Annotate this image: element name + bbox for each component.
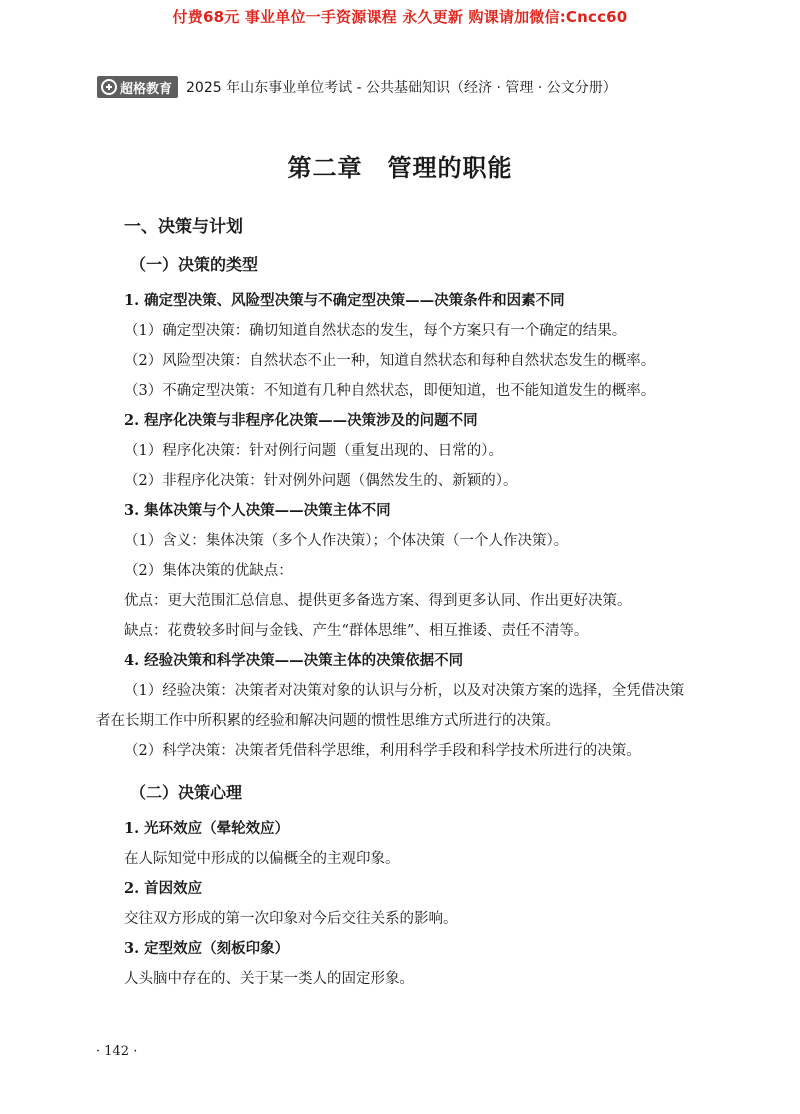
paragraph: （2）非程序化决策：针对例外问题（偶然发生的、新颖的）。 <box>124 473 518 489</box>
item-heading: 1. 确定型决策、风险型决策与不确定型决策——决策条件和因素不同 <box>124 292 565 309</box>
paragraph: （1）含义：集体决策（多个人作决策）；个体决策（一个人作决策）。 <box>124 533 569 549</box>
item-heading: 3. 定型效应（刻板印象） <box>124 940 290 957</box>
paragraph: （1）确定型决策：确切知道自然状态的发生，每个方案只有一个确定的结果。 <box>124 323 627 339</box>
logo-icon <box>101 79 117 95</box>
paragraph: （2）科学决策：决策者凭借科学思维，利用科学手段和科学技术所进行的决策。 <box>124 743 641 759</box>
item-heading: 2. 首因效应 <box>124 880 203 897</box>
subsection-heading: （一）决策的类型 <box>130 255 259 274</box>
paragraph: 交往双方形成的第一次印象对今后交往关系的影响。 <box>124 911 458 927</box>
item-heading: 4. 经验决策和科学决策——决策主体的决策依据不同 <box>124 652 464 669</box>
paragraph: （2）风险型决策：自然状态不止一种，知道自然状态和每种自然状态发生的概率。 <box>124 353 656 369</box>
item-heading: 2. 程序化决策与非程序化决策——决策涉及的问题不同 <box>124 412 478 429</box>
paragraph: （1）程序化决策：针对例行问题（重复出现的、日常的）。 <box>124 443 503 459</box>
paragraph-continuation: 者在长期工作中所积累的经验和解决问题的惯性思维方式所进行的决策。 <box>96 713 560 729</box>
paragraph: 人头脑中存在的、关于某一类人的固定形象。 <box>124 971 414 987</box>
page-content <box>96 210 694 994</box>
logo-text: 超格教育 <box>120 81 173 97</box>
chapter-title: 第二章 管理的职能 <box>287 153 513 182</box>
section-heading: 一、决策与计划 <box>124 217 243 237</box>
subsection-heading: （二）决策心理 <box>130 783 243 802</box>
paragraph: 在人际知觉中形成的以偏概全的主观印象。 <box>124 851 400 867</box>
item-heading: 1. 光环效应（晕轮效应） <box>124 820 290 837</box>
promo-banner: 付费68元 事业单位一手资源课程 永久更新 购课请加微信:Cncc60 <box>172 8 628 26</box>
paragraph: （3）不确定型决策：不知道有几种自然状态，即便知道，也不能知道发生的概率。 <box>124 383 656 399</box>
item-heading: 3. 集体决策与个人决策——决策主体不同 <box>124 502 391 519</box>
page-header <box>97 76 617 98</box>
paragraph: （2）集体决策的优缺点： <box>124 563 293 579</box>
book-title: 2025 年山东事业单位考试 - 公共基础知识（经济 · 管理 · 公文分册） <box>186 80 617 96</box>
publisher-logo <box>97 76 178 98</box>
paragraph: 优点：更大范围汇总信息、提供更多备选方案、得到更多认同、作出更好决策。 <box>124 593 632 609</box>
paragraph: 缺点：花费较多时间与金钱、产生“群体思维”、相互推诿、责任不清等。 <box>124 623 589 639</box>
page-number: · 142 · <box>96 1044 138 1059</box>
paragraph: （1）经验决策：决策者对决策对象的认识与分析，以及对决策方案的选择，全凭借决策 <box>124 683 685 699</box>
